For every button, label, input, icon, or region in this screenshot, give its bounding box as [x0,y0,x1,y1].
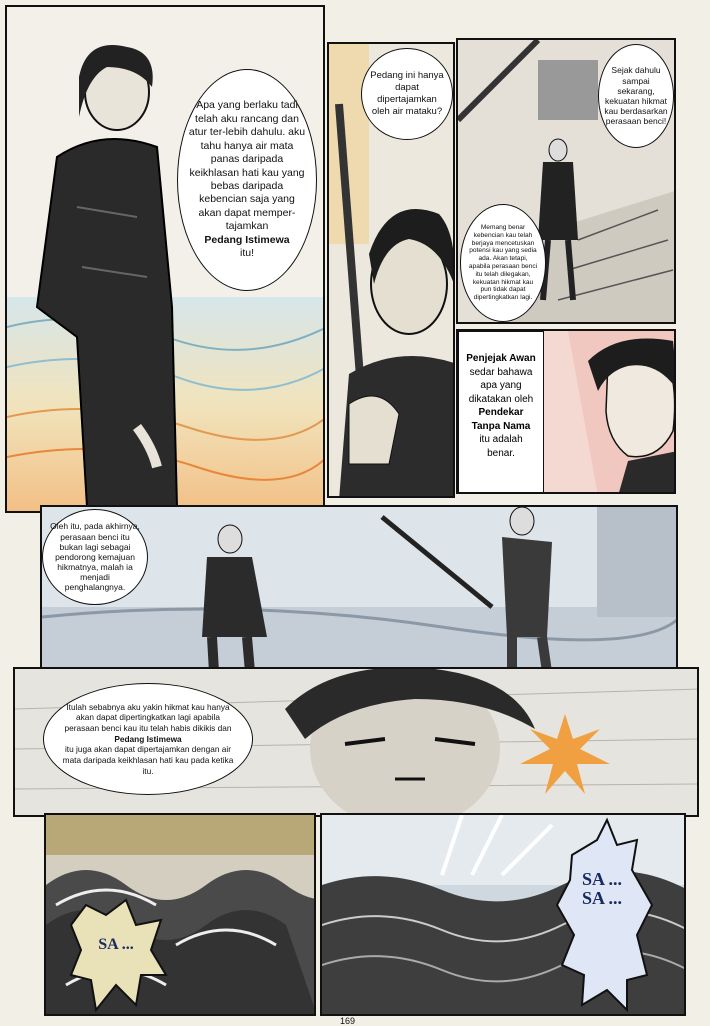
caption-box-4 [458,331,544,494]
sfx-text-7: SA ... [98,936,134,953]
panel-4 [456,329,676,494]
sfx-text-8: SA ... SA ... [581,869,623,908]
panel-7 [44,813,316,1016]
panel-2 [327,42,455,498]
caption-4-after: itu adalah benar. [479,434,523,459]
bubble-3b-text: Memang benar kebencian kau telah berjaya mencetuskan potensi kau yang sedia ada. Akan tetapi, apabila perasaan benci itu telah dilegakan, kekuatan hikmat kau pun tidak dapat dipertingkatkan lagi. [468,224,538,302]
speech-bubble-3a [598,44,674,148]
caption-4-mid: sedar bahawa apa yang dikatakan oleh [468,366,534,405]
panel-8 [320,813,686,1016]
panel-8-art [322,815,686,1016]
bubble-1-after: itu! [239,247,254,260]
bubble-3a-text: Sejak dahulu sampai sekarang, kekuatan hikmat kau berdasarkan perasaan benci! [604,65,668,127]
bubble-6-text: Itulah sebabnya aku yakin hikmat kau hanya akan dapat dipertingkatkan lagi apabila perasaan benci kau itu telah habis dikikis dan [64,701,232,734]
speech-bubble-1 [177,69,317,291]
panel-5 [40,505,678,671]
bubble-1-text: Apa yang berlaku tadi telah aku rancang dan atur ter-lebih dahulu. aku tahu hanya air mata panas daripada keikhlasan hati kau yang bebas daripada kebencian saja yang akan dapat memper-tajamkan [188,99,306,233]
panel-1 [5,5,325,513]
panel-6 [13,667,699,817]
speech-bubble-6 [43,683,253,795]
caption-4-bold2: Pendekar Tanpa Nama [471,407,531,432]
panel-7-art [46,815,316,1016]
page-number: 169 [340,1016,356,1026]
speech-bubble-5 [42,509,148,605]
bubble-5-text: Oleh itu, pada akhirnya, perasaan benci itu bukan lagi sebagai pendorong kemajuan hikmatnya, malah ia menjadi penghalangnya. [50,521,140,593]
caption-4-bold1: Penjejak Awan [466,353,536,364]
bubble-1-bold: Pedang Istimewa [204,233,290,246]
bubble-6-after: itu juga akan dapat dipertajamkan dengan air mata daripada keikhlasan hati kau pada ketika itu. [62,744,234,776]
speech-bubble-3b [460,204,546,322]
bubble-2-text: Pedang ini hanya dapat dipertajamkan oleh air mataku? [370,70,444,117]
panel-3 [456,38,676,324]
bubble-6-bold: Pedang Istimewa [114,733,182,744]
speech-bubble-2 [361,48,453,140]
